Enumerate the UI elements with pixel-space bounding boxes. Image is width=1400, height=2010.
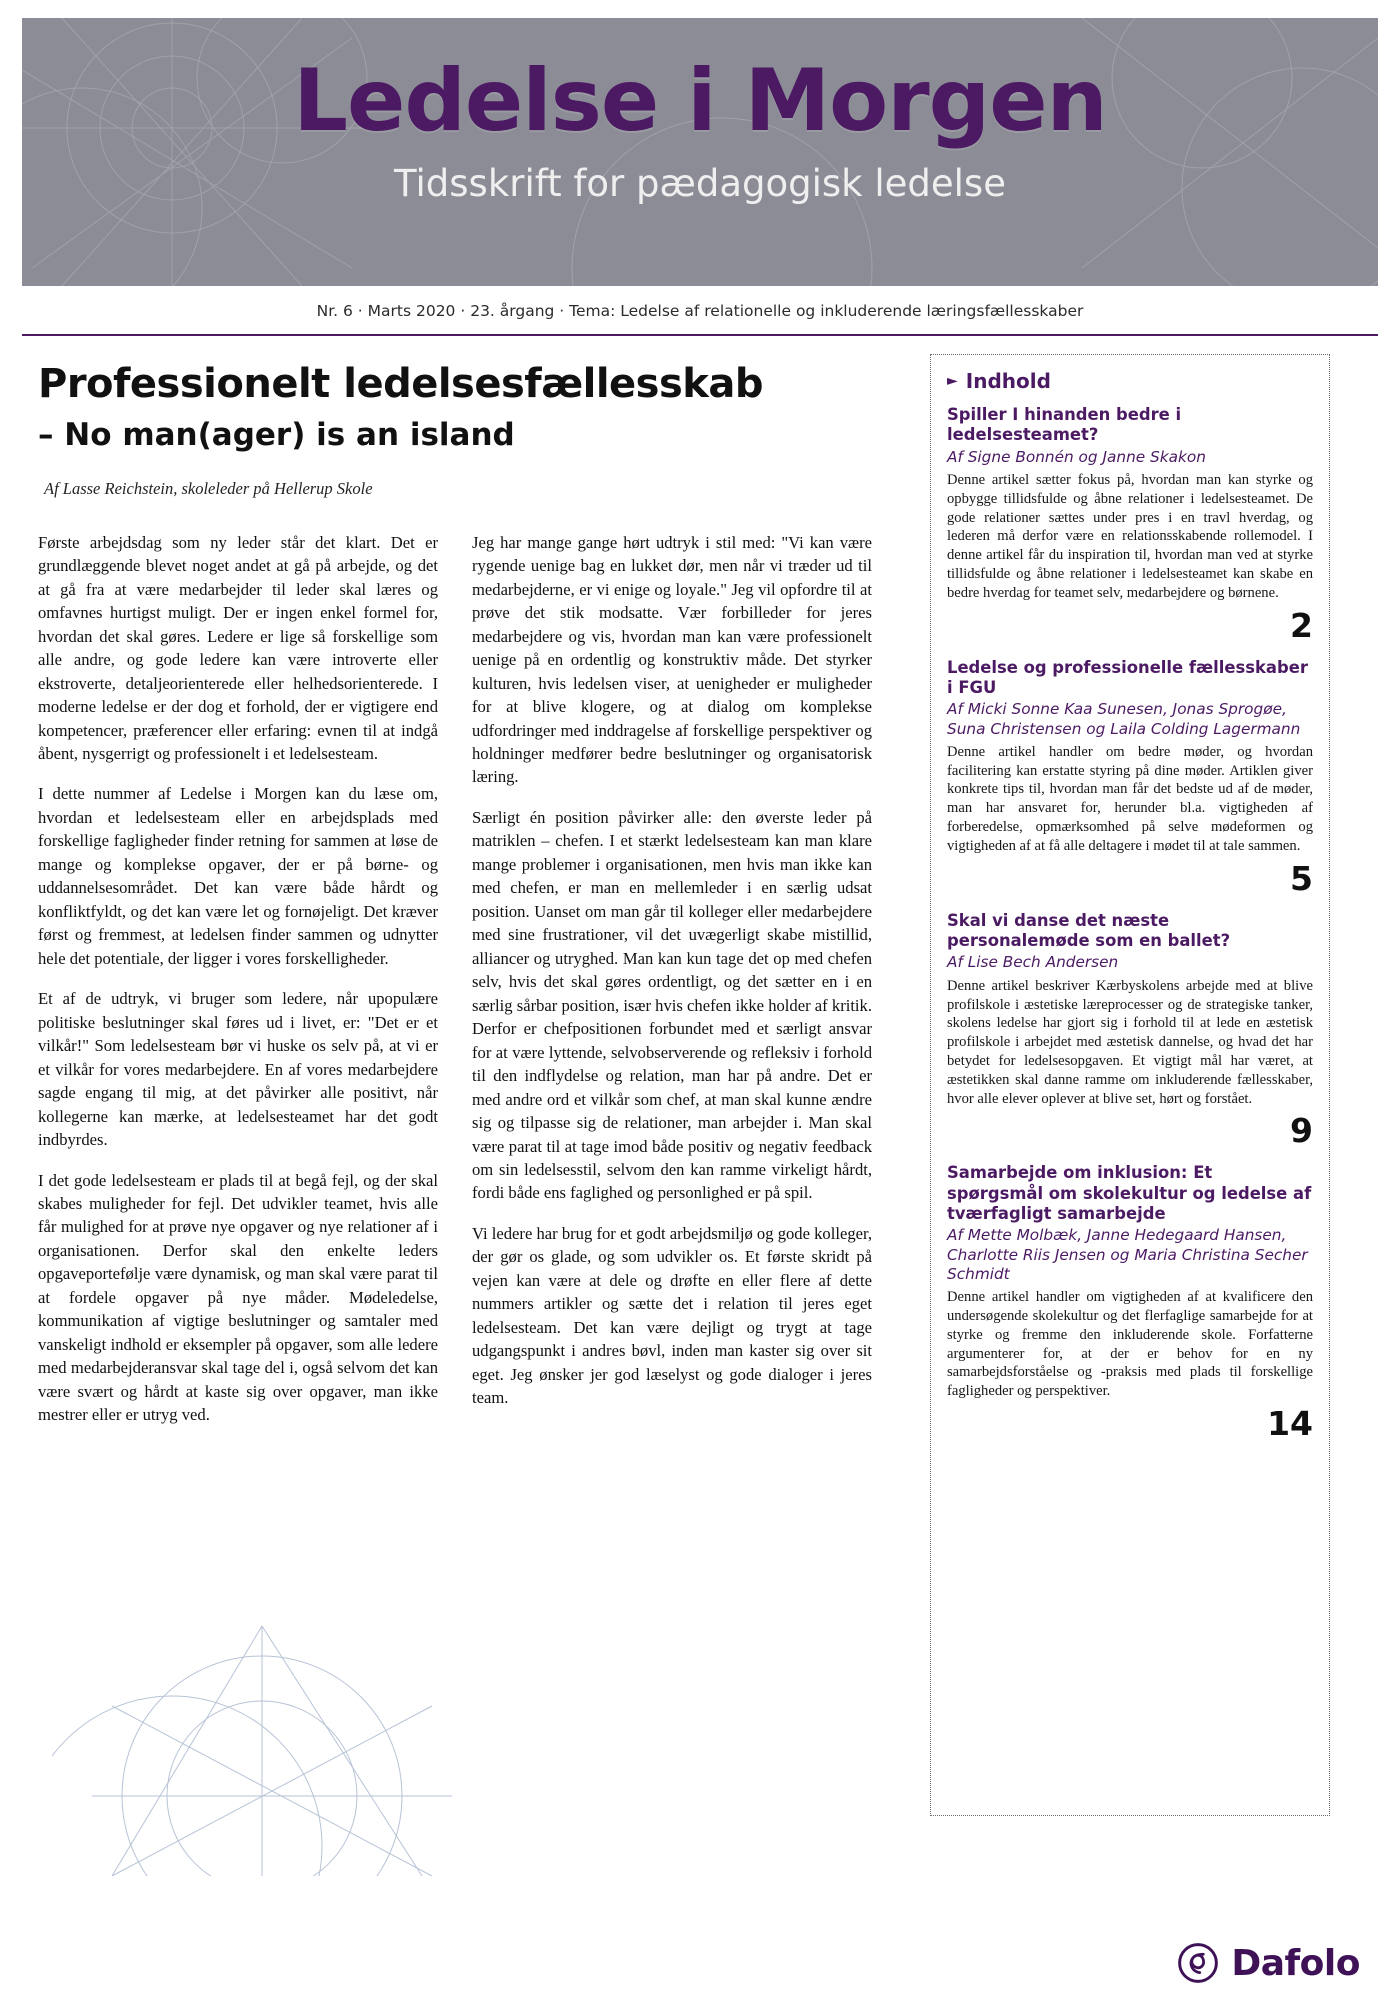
toc-heading: Indhold (965, 369, 1051, 393)
toc-item-authors: Af Mette Molbæk, Janne Hedegaard Hansen, Charlotte Riis Jensen og Maria Christina Secher Schmidt (947, 1226, 1308, 1283)
corner-decoration-graphic (52, 1546, 482, 1876)
article-column-right (472, 531, 872, 1444)
article-paragraph: I dette nummer af Ledelse i Morgen kan du læse om, hvordan et ledelsesteam eller en arbejdsplads med forskellige fagligheder finder retning for sammen at løse de mange og komplekse opgaver, der er på børne- og uddannelsesområdet. Det kan være både hårdt og konfliktfyldt, og det kan være let og fornøjeligt. Det kræver først og fremmest, at ledelsen finder sammen og udnytter hele det potentiale, der ligger i vores forskelligheder. (38, 784, 438, 968)
article-columns (38, 531, 896, 1444)
toc-item-description: Denne artikel handler om vigtigheden af at kvalificere den undersøgende skolekultur og det flerfaglige samarbejde for at styrke og fremme den inkluderende skole. Forfatterne argumenterer for, at der er behov for en ny samarbejdsforståelse og -praksis med plads til forskellige fagligheder og perspektiver. (947, 1289, 1313, 1400)
toc-item-title: Spiller I hinanden bedre i ledelsesteamet? (947, 405, 1182, 445)
masthead-subtitle: Tidsskrift for pædagogisk ledelse (394, 162, 1006, 206)
article-paragraph: Et af de udtryk, vi bruger som ledere, når upopulære politiske beslutninger skal føres ud i livet, er: "Det er et vilkår!" Som ledelsesteam bør vi huske os selv på, at vi er et vilkår for vores medarbejdere. En af vores medarbejdere sagde engang til mig, at det påvirker alle positivt, når kollegerne kan mærke, at ledelsesteamet har det godt indbyrdes. (38, 989, 438, 1150)
masthead-banner (22, 18, 1378, 286)
triangle-right-icon: ► (947, 373, 958, 389)
toc-item-authors: Af Lise Bech Andersen (947, 953, 1119, 972)
masthead-title: Ledelse i Morgen (293, 51, 1107, 151)
article-paragraph: I det gode ledelsesteam er plads til at begå fejl, og der skal skabes muligheder for fejl. Det udvikler teamet, hvis alle får mulighed for at prøve nye opgaver og nye relationer af i organisationen. Derfor skal den enkelte leders opgaveportefølje være dynamisk, og man skal være parat til at fordele opgaver på nye måder. Mødeledelse, kommunikation af vigtige beslutninger og samtaler med vanskeligt indhold er eksempler på opgaver, som alle ledere med medarbejderansvar skal tage del i, også selvom det kan være svært og hårdt at kaste sig over opgaver, man ikke mestrer eller er utryg ved. (38, 1170, 438, 1425)
dafolo-logo-icon (1177, 1942, 1219, 1984)
article-paragraph: Jeg har mange gange hørt udtryk i stil med: "Vi kan være rygende uenige bag en lukket dør, men når vi træder ud til medarbejderne, er vi enige og loyale." Jeg vil opfordre til at prøve det stik modsatte. Vær forbilleder for jeres medarbejdere og vis, hvordan man kan være professionelt uenige på en ordentlig og konstruktiv måde. Det styrker kulturen, hvis ledelsen viser, at uenigheder er muligheder for at blive klogere, og at dialog om komplekse udfordringer med inddragelse af forskellige perspektiver og holdninger medfører bedre beslutninger og organisatorisk læring. (472, 532, 872, 787)
toc-item-page: 5 (1290, 858, 1313, 898)
toc-item-page: 9 (1290, 1111, 1313, 1151)
toc-item[interactable] (947, 910, 1313, 1151)
table-of-contents (930, 354, 1330, 1816)
toc-item-authors: Af Signe Bonnén og Janne Skakon (947, 447, 1206, 466)
article-paragraph: Vi ledere har brug for et godt arbejdsmiljø og gode kolleger, der gør os glade, og som udvikler os. Et første skridt på vejen kan være at dele og drøfte en eller flere af dette nummers artikler og sætte det i relation til jeres eget ledelsesteam. Det kan være dejligt og trygt at tage udgangspunkt i andres bøvl, inden man kaster sig over sit eget. Jeg ønsker jer god læselyst og gode dialoger i jeres team. (472, 1223, 872, 1408)
toc-item-description: Denne artikel handler om bedre møder, og hvordan facilitering kan erstatte styring på dine møder. Artiklen giver konkrete tips til, hvordan man får det bedste ud af de møder, man har ansvaret for, herunder bl.a. vigtigheden af forberedelse, opmærksomhed på selve mødeformen og vigtigheden af at få alle deltagere i mødet til at tale sammen. (947, 743, 1313, 854)
article-paragraph: Særligt én position påvirker alle: den øverste leder på matriklen – chefen. I et stærkt ledelsesteam kan man klare mange problemer i organisationen, men hvis man ikke kan med chefen, er man en mellemleder i en særlig udsat position. Uanset om man går til kolleger eller medarbejdere med sine frustrationer, vil det uvægerligt skabe mistillid, alliancer og utryghed. Man kan kun tage det op med chefen selv, hvis det skal gøres ordentligt, og det sætter en i en særlig sårbar position, især hvis chefen ikke holder af kritik. Derfor er chefpositionen forbundet med et særligt ansvar for at være lyttende, selvobserverende og refleksiv i forhold til den indflydelse og relation, man har på andre. Det er med andre ord et vilkår som chef, at man skal kunne ændre sig og tilpasse sig de relationer, man arbejder i. Man skal være parat til at tage imod både positiv og negativ feedback om sin ledelsesstil, selvom den kan ramme virkeligt hårdt, fordi både ens faglighed og personlighed er på spil. (472, 807, 872, 1203)
toc-item[interactable] (947, 405, 1313, 645)
toc-item-description: Denne artikel sætter fokus på, hvordan man kan styrke og opbygge tillidsfulde og åbne relationer i ledelsesteamet. De gode relationer sættes under pres i en travl hverdag, og lederen må derfor være en relationsskabende rollemodel. I denne artikel får du inspiration til, hvordan man ved at styrke tillidsfulde og åbne relationer i ledelsesteamet kan skabe en bedre hverdag for teamet selv, medarbejdere og børnene. (947, 471, 1313, 601)
article-byline: Af Lasse Reichstein, skoleleder på Hellerup Skole (44, 478, 373, 498)
toc-item[interactable] (947, 657, 1313, 898)
article-paragraph: Første arbejdsdag som ny leder står det klart. Det er grundlæggende blevet noget andet at gå på arbejde, og det at gå fra at være medarbejder til leder skal læres og omfavnes hurtigst muligt. Der er ingen enkel formel for, hvordan det skal gøres. Ledere er lige så forskellige som alle andre, og gode ledere kan være introverte eller ekstroverte, detaljeorienterede eller helhedsorienterede. I moderne ledelse er der dog et forhold, der er vigtigere end kompetencer, præferencer eller erfaring: evnen til at indgå åbent, nysgerrigt og professionelt i et ledelsesteam. (38, 532, 438, 764)
publisher-name: Dafolo (1231, 1942, 1360, 1984)
article-column-left (38, 531, 438, 1444)
publisher-footer (1177, 1942, 1360, 1984)
toc-item-page: 14 (1267, 1404, 1313, 1444)
toc-item-authors: Af Micki Sonne Kaa Sunesen, Jonas Sprogøe, Suna Christensen og Laila Colding Lagermann (947, 700, 1301, 738)
issue-line: Nr. 6 · Marts 2020 · 23. årgang · Tema: Ledelse af relationelle og inkluderende læringsfællesskaber (22, 286, 1378, 336)
toc-item-title: Skal vi danse det næste personalemøde som en ballet? (947, 910, 1231, 951)
toc-item[interactable] (947, 1163, 1313, 1444)
toc-item-title: Samarbejde om inklusion: Et spørgsmål om skolekultur og ledelse af tværfagligt samarbejde (947, 1163, 1312, 1224)
toc-heading-row (947, 369, 1313, 393)
article-subheadline: – No man(ager) is an island (38, 416, 515, 453)
toc-item-title: Ledelse og professionelle fællesskaber i FGU (947, 657, 1308, 697)
lead-article (22, 336, 922, 1876)
page-body (22, 336, 1378, 1876)
toc-item-description: Denne artikel beskriver Kærbyskolens arbejde med at blive profilskole i æstetiske læreprocesser og de strategiske tanker, skolens ledelse har gjort sig i forhold til at lede en æstetisk profilskole i arbejdet med æstetisk dannelse, og hvad det har betydet for ledelsesopgaven. Et vigtigt mål har været, at æstetikken skal danne ramme om inkluderende fællesskaber, hvor alle elever oplever at blive set, hørt og forstået. (947, 977, 1313, 1107)
article-headline: Professionelt ledelsesfællesskab (38, 361, 763, 407)
toc-item-page: 2 (1290, 605, 1313, 645)
